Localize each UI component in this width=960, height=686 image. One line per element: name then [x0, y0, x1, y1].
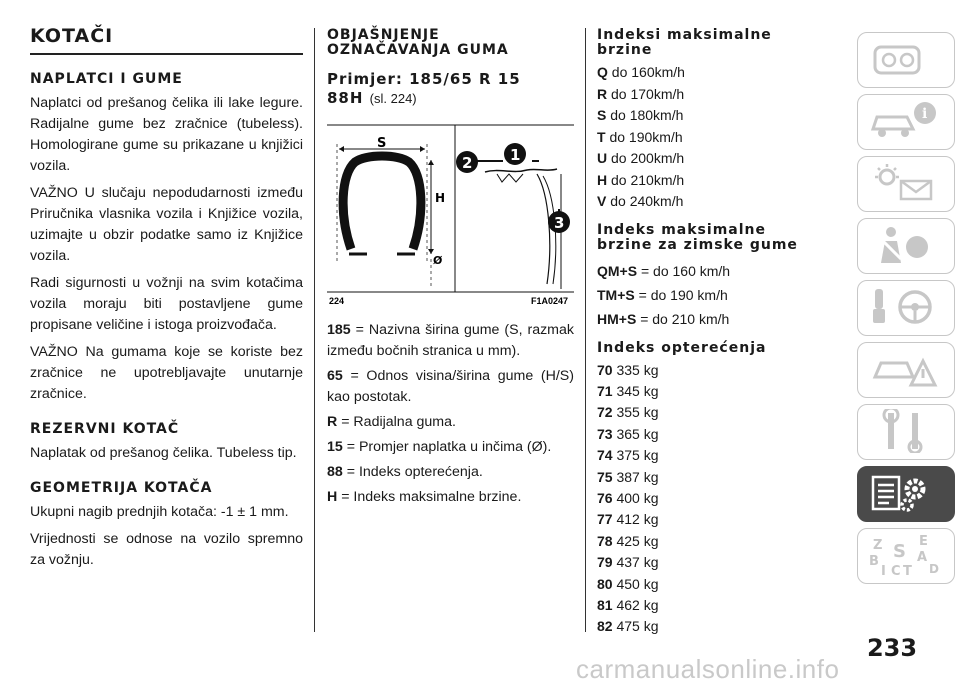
speed-index-row [597, 170, 812, 192]
figure-code: F1A0247 [531, 296, 569, 306]
index-value: do 240km/h [610, 193, 684, 209]
figure-number: 224 [329, 296, 345, 306]
warning-light-envelope-icon [867, 161, 943, 205]
index-code: 75 [597, 468, 613, 485]
index-code: T [597, 128, 606, 145]
index-code: V [597, 193, 607, 209]
tab-warning-lights[interactable] [855, 154, 955, 212]
tab-index[interactable] [855, 526, 955, 584]
load-index-row [597, 424, 812, 445]
index-code: QM+S [597, 262, 638, 279]
index-code: 76 [597, 489, 613, 506]
paragraph: VAŽNO U slučaju nepodudarnosti između Priručnika vlasnika vozila i Knjižice vozila, uzimajte u obzir podatke samo iz Knjižice vozila. [30, 185, 303, 264]
label-diameter: Ø [433, 254, 443, 267]
index-code: 70 [597, 361, 613, 378]
callout-3: 3 [554, 214, 565, 232]
technical-data-gear-icon [867, 471, 943, 515]
tab-maintenance[interactable] [855, 402, 955, 460]
index-value: 365 kg [616, 425, 659, 442]
index-value: 475 kg [616, 618, 659, 635]
index-value: 387 kg [616, 468, 659, 485]
index-code: 73 [597, 425, 613, 442]
index-code: 72 [597, 404, 613, 421]
definition-item [327, 366, 574, 408]
section-heading-tyre-marking-1: OBJAŠNJENJE [327, 27, 440, 43]
load-index-row [597, 574, 812, 595]
index-code: 82 [597, 618, 613, 635]
load-index-row [597, 467, 812, 488]
definition-item [327, 487, 574, 508]
definition-code: 185 [327, 322, 351, 338]
index-code: H [597, 171, 608, 188]
index-value: 345 kg [616, 382, 659, 399]
index-code: Q [597, 64, 608, 80]
definition-item [327, 412, 574, 433]
callout-1: 1 [510, 146, 521, 164]
section-heading-wheel-geometry: GEOMETRIJA KOTAČA [30, 480, 213, 496]
load-index-row [597, 381, 812, 402]
car-dashboard-icon [867, 37, 943, 81]
load-index-row [597, 531, 812, 552]
definition-code: 65 [327, 368, 343, 384]
definition-text: = Radijalna guma. [341, 414, 456, 430]
callout-2: 2 [462, 154, 473, 172]
index-value: do 180km/h [610, 107, 684, 123]
index-value: do 160km/h [611, 64, 685, 80]
load-index-list [597, 360, 812, 638]
column-wheels [30, 25, 303, 571]
section-heading-speed-index-2: brzine [597, 42, 653, 58]
tab-dashboard[interactable] [855, 30, 955, 88]
definition-code: R [327, 414, 338, 430]
winter-index-list [597, 259, 812, 331]
index-value: do 170km/h [611, 85, 685, 102]
speed-index-list [597, 62, 812, 213]
tyre-cross-section-diagram [327, 114, 574, 308]
title-rule [30, 53, 303, 55]
index-letter: A [917, 550, 928, 565]
label-height: H [435, 191, 446, 205]
index-value: 450 kg [616, 575, 659, 592]
index-letter: S [893, 541, 906, 562]
page-number: 233 [866, 634, 918, 662]
page-title: KOTAČI [30, 25, 114, 47]
index-value: 335 kg [616, 361, 659, 378]
index-value: do 200km/h [611, 150, 685, 166]
label-width: S [377, 136, 387, 151]
section-heading-tyre-marking-2: OZNAČAVANJA GUMA [327, 42, 509, 58]
index-code: 81 [597, 596, 613, 613]
index-value: 412 kg [616, 511, 659, 528]
speed-index-row [597, 148, 812, 170]
index-value: do 210km/h [611, 171, 685, 188]
index-code: U [597, 150, 608, 166]
paragraph: Naplatci od prešanog čelika ili lake legure. Radijalne gume bez zračnice (tubeless). Homologirane gume su prikazane u knjižici vozila. [30, 95, 303, 174]
section-heading-winter-index-1: Indeks maksimalne [597, 221, 766, 238]
index-letter: I [881, 564, 886, 577]
definition-text: = Indeks maksimalne brzine. [341, 489, 522, 505]
winter-index-row [597, 283, 812, 307]
definition-item [327, 462, 574, 483]
speed-index-row [597, 105, 812, 127]
paragraph: Radi sigurnosti u vožnji na svim kotačima vozila moraju biti postavljene gume propisane veličine i istoga proizvođača. [30, 275, 303, 333]
index-value: 437 kg [616, 554, 659, 571]
definition-code: 88 [327, 464, 343, 480]
index-value: = do 210 km/h [640, 310, 730, 327]
load-index-row [597, 402, 812, 423]
definition-text: = Promjer naplatka u inčima (Ø). [346, 439, 552, 455]
index-code: S [597, 107, 607, 123]
key-steering-wheel-icon [867, 285, 943, 329]
watermark: carmanualsonline.info [576, 654, 840, 684]
figure-reference: (sl. 224) [369, 91, 417, 106]
winter-index-row [597, 259, 812, 283]
index-value: = do 160 km/h [640, 262, 731, 279]
index-value: 375 kg [616, 447, 659, 464]
index-letter: D [929, 562, 939, 576]
speed-index-row [597, 62, 812, 84]
index-code: 74 [597, 447, 613, 464]
load-index-row [597, 552, 812, 573]
index-value: do 190km/h [609, 128, 683, 145]
tab-safety[interactable] [855, 216, 955, 274]
index-code: R [597, 85, 608, 102]
column-divider-2 [585, 28, 586, 632]
definition-item [327, 320, 574, 362]
paragraph: Ukupni nagib prednjih kotača: -1 ± 1 mm. [30, 504, 289, 520]
speed-index-row [597, 127, 812, 149]
speed-index-row [597, 191, 812, 213]
index-code: HM+S [597, 310, 637, 327]
tyre-code-definitions [327, 320, 574, 508]
index-value: 425 kg [616, 532, 659, 549]
index-letter: Z [873, 538, 883, 553]
index-code: 77 [597, 511, 613, 528]
tab-technical-data[interactable] [855, 464, 955, 522]
index-code: 78 [597, 532, 613, 549]
column-indices [597, 28, 812, 638]
definition-code: H [327, 489, 338, 505]
column-divider-1 [314, 28, 315, 632]
section-heading-spare-wheel: REZERVNI KOTAČ [30, 421, 180, 437]
car-info-icon [867, 99, 943, 143]
seatbelt-airbag-icon [867, 223, 943, 267]
load-index-row [597, 488, 812, 509]
alphabetical-index-icon [867, 533, 943, 577]
speed-index-row [597, 84, 812, 106]
index-value: = do 190 km/h [638, 286, 728, 303]
section-heading-speed-index-1: Indeksi maksimalne [597, 27, 772, 43]
load-index-row [597, 616, 812, 637]
example-heading [327, 70, 574, 108]
definition-item [327, 437, 574, 458]
load-index-row [597, 509, 812, 530]
tab-vehicle-info[interactable] [855, 92, 955, 150]
index-code: 79 [597, 554, 613, 571]
winter-index-row [597, 307, 812, 331]
index-code: 71 [597, 382, 613, 399]
index-value: 355 kg [616, 404, 659, 421]
index-letter: T [903, 564, 912, 577]
load-index-row [597, 445, 812, 466]
section-heading-load-index: Indeks opterećenja [597, 339, 767, 356]
index-code: 80 [597, 575, 613, 592]
tab-emergency[interactable] [855, 340, 955, 398]
tyre-marking-figure [327, 114, 574, 308]
breakdown-triangle-icon [867, 347, 943, 391]
index-value: 462 kg [616, 596, 659, 613]
index-letter: B [869, 554, 879, 569]
definition-text: = Nazivna širina gume (S, razmak između bočnih stranica u mm). [327, 322, 574, 359]
paragraph: VAŽNO Na gumama koje se koriste bez zračnice ne upotrebljavajte unutarnje zračnice. [30, 344, 303, 402]
index-letter: E [919, 534, 928, 549]
paragraph: Vrijednosti se odnose na vozilo spremno za vožnju. [30, 531, 303, 568]
example-size: Primjer: 185/65 R 15 [327, 70, 521, 88]
example-code: 88H [327, 89, 364, 107]
definition-text: = Odnos visina/širina gume (H/S) kao postotak. [327, 368, 574, 405]
maintenance-tools-icon [867, 409, 943, 453]
column-tyre-marking [327, 28, 574, 108]
paragraph: Naplatak od prešanog čelika. Tubeless tip. [30, 445, 297, 461]
definition-text: = Indeks opterećenja. [346, 464, 483, 480]
index-value: 400 kg [616, 489, 659, 506]
index-code: TM+S [597, 286, 635, 303]
definition-code: 15 [327, 439, 343, 455]
section-heading-winter-index-2: brzine za zimske gume [597, 236, 798, 253]
svg-text:i: i [922, 106, 928, 122]
index-letter: C [891, 564, 901, 577]
load-index-row [597, 595, 812, 616]
section-heading-rims-tyres: NAPLATCI I GUME [30, 71, 183, 87]
tab-starting-driving[interactable] [855, 278, 955, 336]
load-index-row [597, 360, 812, 381]
